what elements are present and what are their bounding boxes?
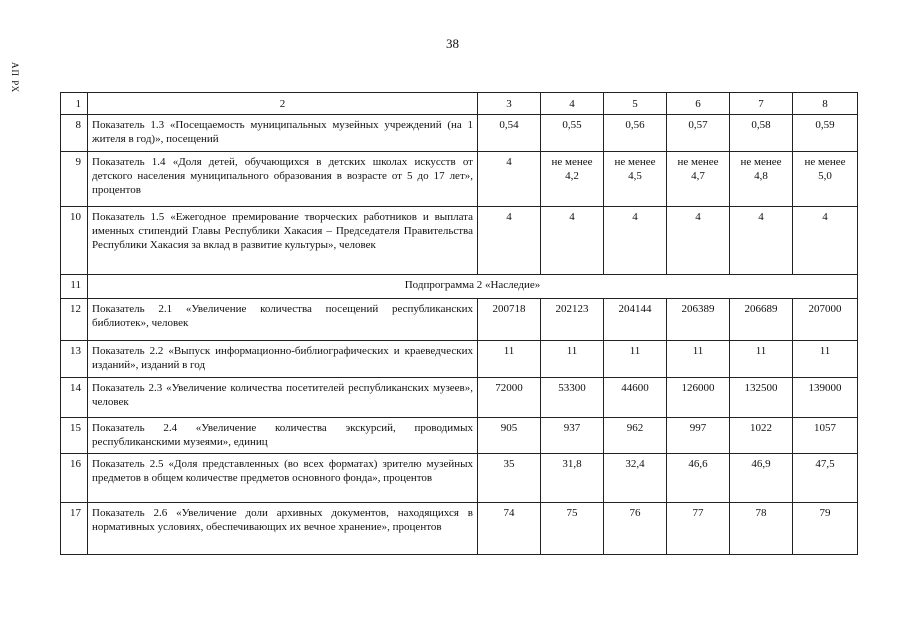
header-cell: 3 (478, 93, 541, 115)
indicator-value: 132500 (730, 378, 793, 418)
indicator-value: 76 (604, 503, 667, 555)
row-number: 12 (61, 299, 88, 341)
indicator-value: 206689 (730, 299, 793, 341)
table-body (61, 93, 858, 555)
indicator-value: 139000 (793, 378, 858, 418)
header-cell: 4 (541, 93, 604, 115)
indicator-value: 4 (478, 207, 541, 275)
indicator-value: 0,54 (478, 115, 541, 152)
indicator-name: Показатель 2.5 «Доля представленных (во всех форматах) зрителю музейных предметов в общем количестве предметов основного фонда», процентов (88, 454, 478, 503)
table-row (61, 152, 858, 207)
row-number: 16 (61, 454, 88, 503)
indicator-value: 0,56 (604, 115, 667, 152)
indicator-name: Показатель 2.1 «Увеличение количества посещений республиканских библиотек», человек (88, 299, 478, 341)
row-number: 13 (61, 341, 88, 378)
indicator-value: 4 (793, 207, 858, 275)
indicator-value: 11 (541, 341, 604, 378)
indicator-value: 0,58 (730, 115, 793, 152)
table-row (61, 207, 858, 275)
table-row (61, 115, 858, 152)
indicator-value: 962 (604, 418, 667, 454)
indicator-value: 200718 (478, 299, 541, 341)
indicator-name: Показатель 1.3 «Посещаемость муниципальных музейных учреждений (на 1 жителя в год)», посещений (88, 115, 478, 152)
indicator-value: 1057 (793, 418, 858, 454)
table-row (61, 418, 858, 454)
table-row (61, 341, 858, 378)
indicator-value: 207000 (793, 299, 858, 341)
table-row (61, 299, 858, 341)
indicator-value: 11 (793, 341, 858, 378)
indicator-value: не менее 4,8 (730, 152, 793, 207)
indicator-value: 4 (604, 207, 667, 275)
table-row (61, 275, 858, 299)
row-number: 9 (61, 152, 88, 207)
indicator-value: 77 (667, 503, 730, 555)
indicator-value: 47,5 (793, 454, 858, 503)
indicator-value: 937 (541, 418, 604, 454)
indicator-name: Показатель 2.4 «Увеличение количества экскурсий, проводимых республиканскими музеями», единиц (88, 418, 478, 454)
indicator-name: Показатель 1.5 «Ежегодное премирование творческих работников и выплата именных стипендий Главы Республики Хакасия – Председателя Правительства Республики Хакасия за вклад в развитие культуры», человек (88, 207, 478, 275)
table-row (61, 454, 858, 503)
header-cell: 7 (730, 93, 793, 115)
indicator-value: 74 (478, 503, 541, 555)
indicator-value: 72000 (478, 378, 541, 418)
indicator-value: 4 (478, 152, 541, 207)
side-stamp: АП РХ (10, 62, 20, 94)
indicator-value: 46,6 (667, 454, 730, 503)
table-header-row (61, 93, 858, 115)
indicator-name: Показатель 2.6 «Увеличение доли архивных документов, находящихся в нормативных условиях, обеспечивающих их вечное хранение», процентов (88, 503, 478, 555)
table-row (61, 503, 858, 555)
indicator-value: 11 (478, 341, 541, 378)
indicator-value: 997 (667, 418, 730, 454)
header-cell: 8 (793, 93, 858, 115)
indicator-name: Показатель 2.2 «Выпуск информационно-библиографических и краеведческих изданий», изданий в год (88, 341, 478, 378)
indicator-value: не менее 4,5 (604, 152, 667, 207)
indicator-value: 4 (667, 207, 730, 275)
indicator-value: 11 (730, 341, 793, 378)
indicator-value: 126000 (667, 378, 730, 418)
indicator-value: 0,55 (541, 115, 604, 152)
header-cell: 5 (604, 93, 667, 115)
indicator-value: 11 (604, 341, 667, 378)
row-number: 17 (61, 503, 88, 555)
indicators-table (60, 92, 858, 555)
indicator-value: 1022 (730, 418, 793, 454)
header-cell: 1 (61, 93, 88, 115)
indicator-value: 75 (541, 503, 604, 555)
indicator-value: 4 (541, 207, 604, 275)
header-cell: 6 (667, 93, 730, 115)
row-number: 14 (61, 378, 88, 418)
indicator-value: не менее 4,7 (667, 152, 730, 207)
indicator-value: 206389 (667, 299, 730, 341)
indicator-name: Показатель 2.3 «Увеличение количества посетителей республиканских музеев», человек (88, 378, 478, 418)
indicator-value: 202123 (541, 299, 604, 341)
indicator-value: 53300 (541, 378, 604, 418)
indicator-value: 31,8 (541, 454, 604, 503)
indicator-value: 11 (667, 341, 730, 378)
page-number: 38 (446, 36, 459, 51)
indicator-value: 204144 (604, 299, 667, 341)
indicator-value: 0,59 (793, 115, 858, 152)
indicator-value: 32,4 (604, 454, 667, 503)
indicator-value: не менее 5,0 (793, 152, 858, 207)
subprogram-title: Подпрограмма 2 «Наследие» (88, 275, 858, 299)
indicator-value: 0,57 (667, 115, 730, 152)
indicator-value: 35 (478, 454, 541, 503)
indicator-value: 4 (730, 207, 793, 275)
row-number: 10 (61, 207, 88, 275)
indicator-value: не менее 4,2 (541, 152, 604, 207)
row-number: 8 (61, 115, 88, 152)
indicator-value: 905 (478, 418, 541, 454)
indicator-value: 46,9 (730, 454, 793, 503)
table-row (61, 378, 858, 418)
indicator-name: Показатель 1.4 «Доля детей, обучающихся в детских школах искусств от детского населения муниципального образования в возрасте от 5 до 17 лет», процентов (88, 152, 478, 207)
row-number: 11 (61, 275, 88, 299)
indicator-value: 79 (793, 503, 858, 555)
header-cell: 2 (88, 93, 478, 115)
indicator-value: 78 (730, 503, 793, 555)
indicator-value: 44600 (604, 378, 667, 418)
row-number: 15 (61, 418, 88, 454)
